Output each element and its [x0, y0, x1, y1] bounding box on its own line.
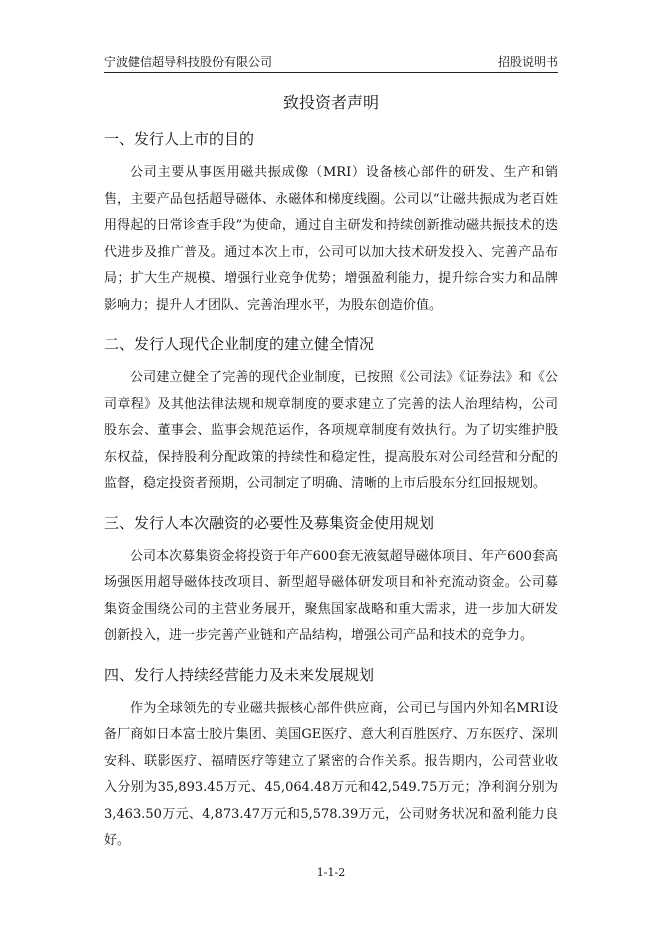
- header-doc-type: 招股说明书: [497, 55, 558, 69]
- section-paragraph: 公司本次募集资金将投资于年产600套无液氦超导磁体项目、年产600套高场强医用超导磁体技改项目、新型超导磁体研发项目和补充流动资金。公司募集资金围绕公司的主营业务展开，聚焦国家战略和重大需求，进一步加大研发创新投入，进一步完善产业链和产品结构，增强公司产品和技术的竞争力。: [104, 548, 558, 643]
- section-paragraph: 公司主要从事医用磁共振成像（MRI）设备核心部件的研发、生产和销售，主要产品包括超导磁体、永磁体和梯度线圈。公司以“让磁共振成为老百姓用得起的日常诊查手段”为使命，通过自主研发和持续创新推动磁共振技术的迭代进步及推广普及。通过本次上市，公司可以加大技术研发投入、完善产品布局；扩大生产规模、增强行业竞争优势；增强盈利能力，提升综合实力和品牌影响力；提升人才团队、完善治理水平，为股东创造价值。: [104, 165, 558, 313]
- header-company: 宁波健信超导科技股份有限公司: [104, 55, 273, 69]
- section-paragraph: 公司建立健全了完善的现代企业制度，已按照《公司法》《证券法》和《公司章程》及其他法律法规和规章制度的要求建立了完善的法人治理结构，公司股东会、董事会、监事会规范运作，各项规章制度有效执行。为了切实维护股东权益，保持股利分配政策的持续性和稳定性，提高股东对公司经营和分配的监督，稳定投资者预期，公司制定了明确、清晰的上市后股东分红回报规划。: [104, 370, 558, 491]
- section-corporate-system: [104, 329, 558, 498]
- page-number: 1-1-2: [316, 866, 346, 879]
- section-operations-outlook: [104, 660, 558, 855]
- section-listing-purpose: [104, 124, 558, 319]
- section-heading: 四、发行人持续经营能力及未来发展规划: [104, 665, 375, 684]
- section-paragraph: 作为全球领先的专业磁共振核心部件供应商，公司已与国内外知名MRI设备厂商如日本富士胶片集团、美国GE医疗、意大利百胜医疗、万东医疗、深圳安科、联影医疗、福晴医疗等建立了紧密的合作关系。报告期内，公司营业收入分别为35,893.45万元、45,064.48万元和42,549.75万元；净利润分别为3,463.50万元、4,873.47万元和5,578.39万元，公司财务状况和盈利能力良好。: [104, 700, 558, 848]
- document-body: [104, 124, 558, 865]
- section-heading: 三、发行人本次融资的必要性及募集资金使用规划: [104, 513, 435, 532]
- section-heading: 一、发行人上市的目的: [104, 130, 255, 148]
- section-heading: 二、发行人现代企业制度的建立健全情况: [104, 335, 375, 353]
- page-title: 致投资者声明: [282, 93, 379, 112]
- section-fundraising-plan: [104, 508, 558, 650]
- page-header: [104, 50, 558, 73]
